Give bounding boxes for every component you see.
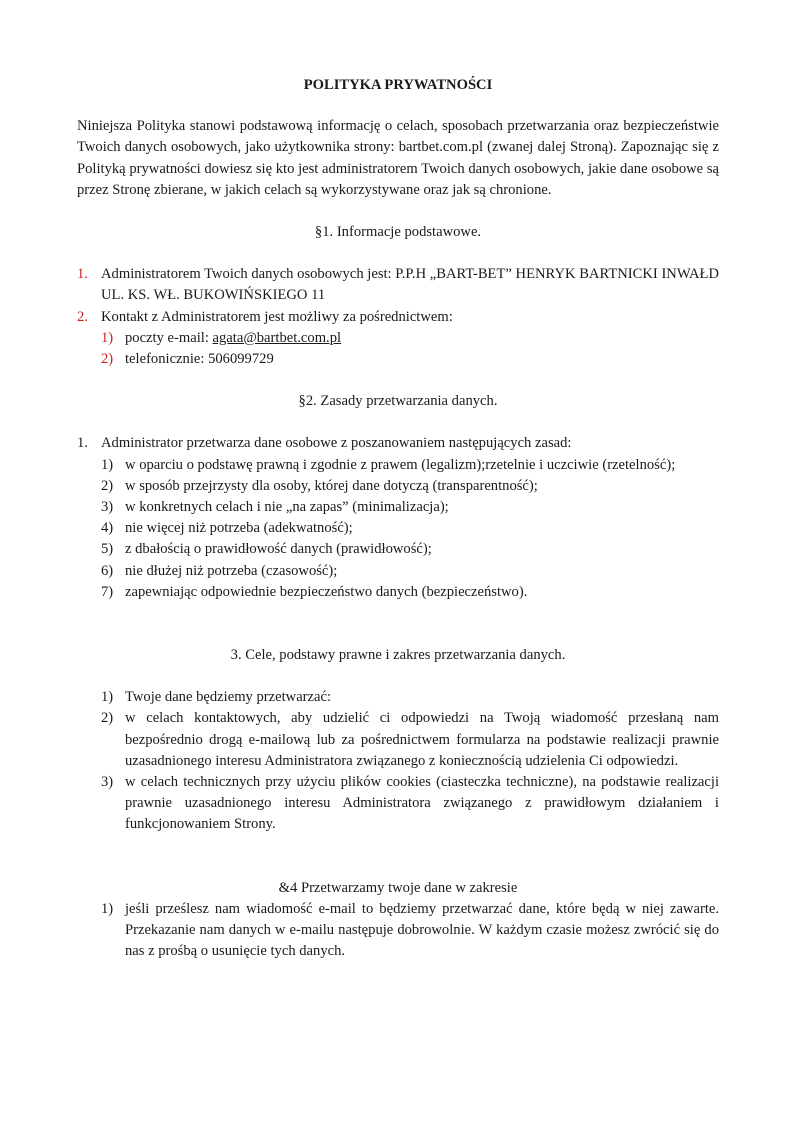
list-number: 3)	[101, 499, 114, 516]
phone-number: 506099729	[208, 351, 274, 368]
list-text: jeśli prześlesz nam wiadomość e-mail to będziemy przetwarzać dane, które będą w niej zawarte. Przekazanie nam danych w e-mailu następuje dobrowolnie. W każdym czasie możesz zwrócić się do nas z prośbą o usunięcie tych danych.	[125, 900, 719, 960]
list-number: 2)	[101, 477, 114, 494]
list-text: Administrator przetwarza dane osobowe z poszanowaniem następujących zasad:	[101, 435, 572, 452]
list-item	[101, 328, 719, 349]
list-text: w konkretnych celach i nie „na zapas” (minimalizacja);	[125, 499, 449, 516]
list-number: 6)	[101, 562, 114, 579]
principles-list	[101, 455, 719, 603]
section-3-list	[101, 687, 719, 835]
list-item	[77, 264, 719, 306]
list-item	[77, 433, 719, 454]
list-text: w celach technicznych przy użyciu plików cookies (ciasteczka techniczne), na podstawie realizacji prawnie uzasadnionego interesu Administratora związanego z prawidłowym działaniem i funkcjonowaniem Strony.	[125, 774, 719, 833]
section-3-heading: 3. Cele, podstawy prawne i zakres przetwarzania danych.	[230, 647, 566, 664]
list-item	[101, 708, 719, 772]
section-1-list	[77, 264, 719, 328]
list-item	[101, 349, 719, 370]
list-item	[101, 518, 719, 539]
list-item	[101, 539, 719, 560]
section-2-heading: §2. Zasady przetwarzania danych.	[298, 393, 498, 410]
section-4-list	[101, 899, 719, 963]
document-title: POLITYKA PRYWATNOŚCI	[303, 77, 493, 93]
list-text: z dbałością o prawidłowość danych (prawidłowość);	[125, 541, 432, 558]
section-1-heading: §1. Informacje podstawowe.	[314, 224, 482, 241]
section-4-heading: &4 Przetwarzamy twoje dane w zakresie	[278, 879, 518, 896]
list-number: 7)	[101, 583, 114, 600]
list-text: Twoje dane będziemy przetwarzać:	[125, 689, 332, 706]
list-text: nie dłużej niż potrzeba (czasowość);	[125, 562, 338, 579]
list-text: zapewniając odpowiednie bezpieczeństwo danych (bezpieczeństwo).	[125, 583, 528, 600]
list-number: 1.	[77, 435, 88, 452]
list-number: 1)	[101, 329, 114, 346]
list-number: 3)	[101, 774, 114, 791]
list-item	[101, 899, 719, 963]
list-number: 5)	[101, 541, 114, 558]
list-item	[101, 455, 719, 476]
document-page	[77, 75, 719, 963]
list-item	[101, 772, 719, 836]
list-number: 1)	[101, 456, 114, 473]
email-link[interactable]: agata@bartbet.com.pl	[212, 329, 342, 346]
contact-list	[101, 328, 719, 370]
list-item	[77, 307, 719, 328]
list-number: 1)	[101, 900, 114, 917]
list-text: w sposób przejrzysty dla osoby, której dane dotyczą (transparentność);	[125, 477, 538, 494]
contact-label: poczty e-mail:	[125, 329, 213, 346]
list-item	[101, 582, 719, 603]
list-text: Kontakt z Administratorem jest możliwy za pośrednictwem:	[101, 308, 453, 325]
list-text: nie więcej niż potrzeba (adekwatność);	[125, 520, 353, 537]
list-text: w oparciu o podstawę prawną i zgodnie z prawem (legalizm);rzetelnie i uczciwie (rzetelność);	[125, 456, 676, 473]
section-2-list	[77, 433, 719, 454]
list-text: w celach kontaktowych, aby udzielić ci odpowiedzi na Twoją wiadomość przesłaną nam bezpośrednio drogą e-mailową lub za pośrednictwem formularza na podstawie realizacji prawnie uzasadnionego interesu Administratora związanego z koniecznością udzielenia Ci odpowiedzi.	[125, 710, 719, 769]
list-number: 2)	[101, 710, 114, 727]
list-item	[101, 687, 719, 708]
list-item	[101, 561, 719, 582]
list-number: 2.	[77, 308, 88, 325]
list-number: 2)	[101, 351, 114, 368]
list-number: 4)	[101, 520, 114, 537]
contact-label: telefonicznie:	[125, 351, 209, 368]
list-number: 1)	[101, 689, 114, 706]
intro-paragraph: Niniejsza Polityka stanowi podstawową informację o celach, sposobach przetwarzania oraz bezpieczeństwie Twoich danych osobowych, jako użytkownika strony: bartbet.com.pl (zwanej dalej Stroną). Zapoznając się z Polityką prywatności dowiesz się kto jest administratorem Twoich danych osobowych, jakie dane osobowe są przez Stronę zbierane, w jakich celach są wykorzystywane oraz jak są chronione.	[77, 118, 719, 198]
list-item	[101, 497, 719, 518]
list-text: Administratorem Twoich danych osobowych jest: P.P.H „BART-BET” HENRYK BARTNICKI INWAŁD UL. KS. WŁ. BUKOWIŃSKIEGO 11	[101, 266, 719, 304]
list-number: 1.	[77, 266, 88, 283]
list-item	[101, 476, 719, 497]
